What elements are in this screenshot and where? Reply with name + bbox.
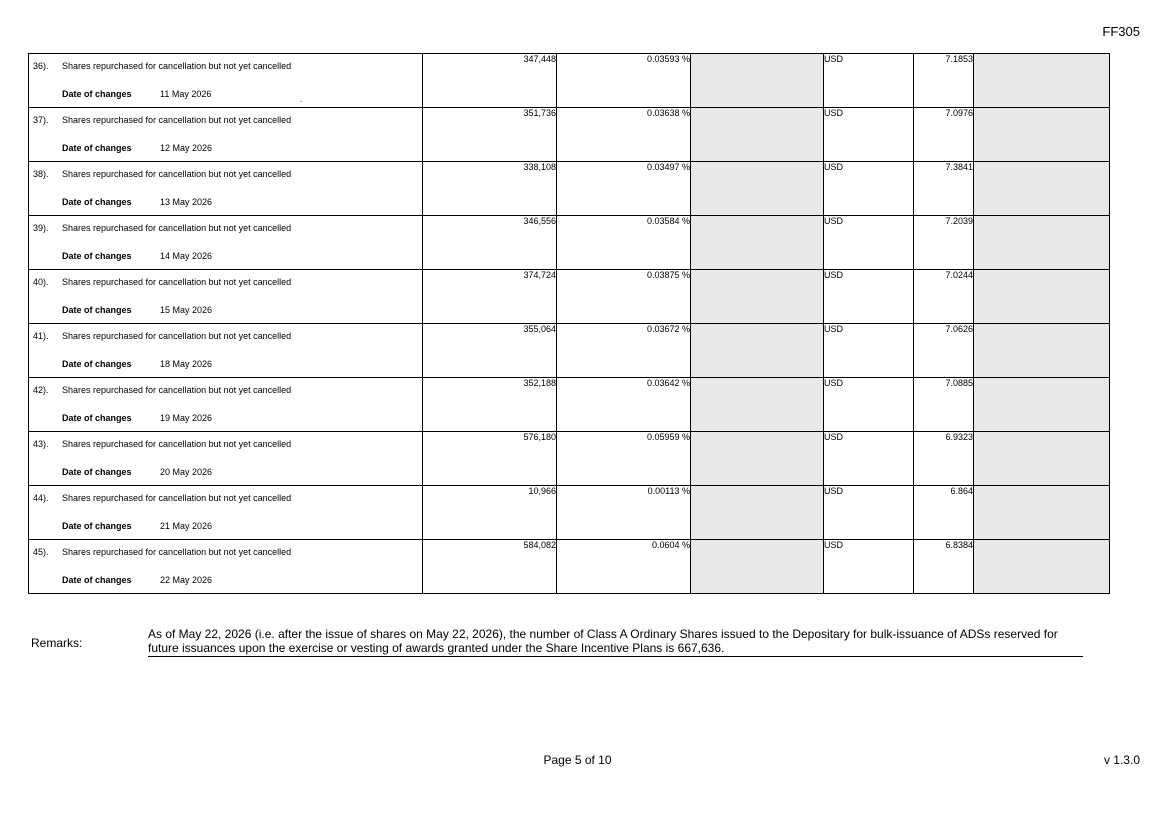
row-description: Shares repurchased for cancellation but not yet cancelled xyxy=(62,115,292,125)
date-of-changes-value: 12 May 2026 xyxy=(160,143,213,153)
table-row xyxy=(29,270,1110,324)
currency-cell: USD xyxy=(824,162,914,216)
price-cell: 7.2039 xyxy=(914,216,974,270)
remarks-label: Remarks: xyxy=(31,636,83,650)
description-cell xyxy=(29,378,423,432)
remarks-text: As of May 22, 2026 (i.e. after the issue of shares on May 22, 2026), the number of Class A Ordinary Shares issued to the Depositary for bulk-issuance of ADSs reserved for future issuances upon the exercise or vesting of awards granted under the Share Incentive Plans is 667,636. xyxy=(148,627,1083,657)
date-of-changes-label: Date of changes xyxy=(62,143,132,153)
shares-cell: 352,188 xyxy=(423,378,557,432)
table-row xyxy=(29,54,1110,108)
shares-cell: 346,556 xyxy=(423,216,557,270)
row-description: Shares repurchased for cancellation but not yet cancelled xyxy=(62,169,292,179)
blank-grey-cell xyxy=(974,540,1110,594)
date-of-changes-label: Date of changes xyxy=(62,575,132,585)
row-description: Shares repurchased for cancellation but not yet cancelled xyxy=(62,277,292,287)
blank-grey-cell xyxy=(691,162,824,216)
shares-cell: 338,108 xyxy=(423,162,557,216)
table-row xyxy=(29,324,1110,378)
shares-cell: 355,064 xyxy=(423,324,557,378)
blank-grey-cell xyxy=(974,216,1110,270)
blank-grey-cell xyxy=(974,486,1110,540)
description-cell xyxy=(29,270,423,324)
percent-cell: 0.03638 % xyxy=(557,108,691,162)
blank-grey-cell xyxy=(974,270,1110,324)
table-row xyxy=(29,486,1110,540)
page-number: Page 5 of 10 xyxy=(543,753,612,767)
row-description: Shares repurchased for cancellation but not yet cancelled xyxy=(62,223,292,233)
description-cell xyxy=(29,324,423,378)
row-number: 38). xyxy=(33,169,49,179)
row-number: 40). xyxy=(33,277,49,287)
row-number: 37). xyxy=(33,115,49,125)
blank-grey-cell xyxy=(691,324,824,378)
description-cell xyxy=(29,540,423,594)
blank-grey-cell xyxy=(974,162,1110,216)
price-cell: 7.0244 xyxy=(914,270,974,324)
description-cell xyxy=(29,432,423,486)
price-cell: 7.3841 xyxy=(914,162,974,216)
date-of-changes-value: 11 May 2026 xyxy=(160,89,212,99)
date-of-changes-value: 14 May 2026 xyxy=(160,251,213,261)
date-of-changes-value: 20 May 2026 xyxy=(160,467,213,477)
blank-grey-cell xyxy=(691,216,824,270)
row-number: 36). xyxy=(33,61,49,71)
row-description: Shares repurchased for cancellation but not yet cancelled xyxy=(62,439,292,449)
table-row xyxy=(29,216,1110,270)
date-of-changes-label: Date of changes xyxy=(62,467,132,477)
row-number: 43). xyxy=(33,439,49,449)
row-description: Shares repurchased for cancellation but not yet cancelled xyxy=(62,61,292,71)
price-cell: 7.0626 xyxy=(914,324,974,378)
date-of-changes-label: Date of changes xyxy=(62,305,132,315)
date-of-changes-value: 15 May 2026 xyxy=(160,305,213,315)
table-row xyxy=(29,540,1110,594)
version-label: v 1.3.0 xyxy=(1103,753,1140,767)
currency-cell: USD xyxy=(824,540,914,594)
row-number: 39). xyxy=(33,223,49,233)
percent-cell: 0.05959 % xyxy=(557,432,691,486)
blank-grey-cell xyxy=(691,540,824,594)
table-row xyxy=(29,432,1110,486)
date-of-changes-label: Date of changes xyxy=(62,413,132,423)
blank-grey-cell xyxy=(974,432,1110,486)
blank-grey-cell xyxy=(691,378,824,432)
date-of-changes-label: Date of changes xyxy=(62,197,132,207)
currency-cell: USD xyxy=(824,378,914,432)
date-of-changes-value: 13 May 2026 xyxy=(160,197,213,207)
price-cell: 6.8384 xyxy=(914,540,974,594)
description-cell xyxy=(29,216,423,270)
currency-cell: USD xyxy=(824,486,914,540)
row-number: 42). xyxy=(33,385,49,395)
date-of-changes-value: 22 May 2026 xyxy=(160,575,213,585)
currency-cell: USD xyxy=(824,54,914,108)
date-of-changes-value: 19 May 2026 xyxy=(160,413,213,423)
date-of-changes-label: Date of changes xyxy=(62,89,132,99)
shares-cell: 584,082 xyxy=(423,540,557,594)
blank-grey-cell xyxy=(974,108,1110,162)
row-description: Shares repurchased for cancellation but not yet cancelled xyxy=(62,493,292,503)
blank-grey-cell xyxy=(691,432,824,486)
table-row xyxy=(29,108,1110,162)
date-of-changes-label: Date of changes xyxy=(62,521,132,531)
percent-cell: 0.0604 % xyxy=(557,540,691,594)
row-description: Shares repurchased for cancellation but not yet cancelled xyxy=(62,547,292,557)
currency-cell: USD xyxy=(824,108,914,162)
shares-cell: 374,724 xyxy=(423,270,557,324)
date-of-changes-value: 21 May 2026 xyxy=(160,521,213,531)
shares-cell: 347,448 xyxy=(423,54,557,108)
description-cell xyxy=(29,108,423,162)
date-of-changes-value: 18 May 2026 xyxy=(160,359,213,369)
price-cell: 7.0885 xyxy=(914,378,974,432)
blank-grey-cell xyxy=(974,378,1110,432)
price-cell: 7.1853 xyxy=(914,54,974,108)
blank-grey-cell xyxy=(691,54,824,108)
row-number: 45). xyxy=(33,547,49,557)
row-description: Shares repurchased for cancellation but not yet cancelled xyxy=(62,331,292,341)
percent-cell: 0.03642 % xyxy=(557,378,691,432)
row-description: Shares repurchased for cancellation but not yet cancelled xyxy=(62,385,292,395)
table-row xyxy=(29,162,1110,216)
stray-mark: . xyxy=(300,95,303,104)
blank-grey-cell xyxy=(691,270,824,324)
description-cell xyxy=(29,162,423,216)
blank-grey-cell xyxy=(974,54,1110,108)
row-number: 44). xyxy=(33,493,49,503)
description-cell xyxy=(29,486,423,540)
shares-cell: 351,736 xyxy=(423,108,557,162)
price-cell: 7.0976 xyxy=(914,108,974,162)
date-of-changes-label: Date of changes xyxy=(62,359,132,369)
row-number: 41). xyxy=(33,331,49,341)
percent-cell: 0.00113 % xyxy=(557,486,691,540)
description-cell xyxy=(29,54,423,108)
percent-cell: 0.03497 % xyxy=(557,162,691,216)
currency-cell: USD xyxy=(824,432,914,486)
currency-cell: USD xyxy=(824,270,914,324)
percent-cell: 0.03672 % xyxy=(557,324,691,378)
table-row xyxy=(29,378,1110,432)
percent-cell: 0.03593 % xyxy=(557,54,691,108)
blank-grey-cell xyxy=(691,486,824,540)
form-code: FF305 xyxy=(1102,24,1140,39)
currency-cell: USD xyxy=(824,216,914,270)
blank-grey-cell xyxy=(974,324,1110,378)
price-cell: 6.9323 xyxy=(914,432,974,486)
date-of-changes-label: Date of changes xyxy=(62,251,132,261)
percent-cell: 0.03875 % xyxy=(557,270,691,324)
shares-cell: 576,180 xyxy=(423,432,557,486)
shares-cell: 10,966 xyxy=(423,486,557,540)
share-changes-table xyxy=(28,53,1110,594)
price-cell: 6.864 xyxy=(914,486,974,540)
blank-grey-cell xyxy=(691,108,824,162)
percent-cell: 0.03584 % xyxy=(557,216,691,270)
currency-cell: USD xyxy=(824,324,914,378)
